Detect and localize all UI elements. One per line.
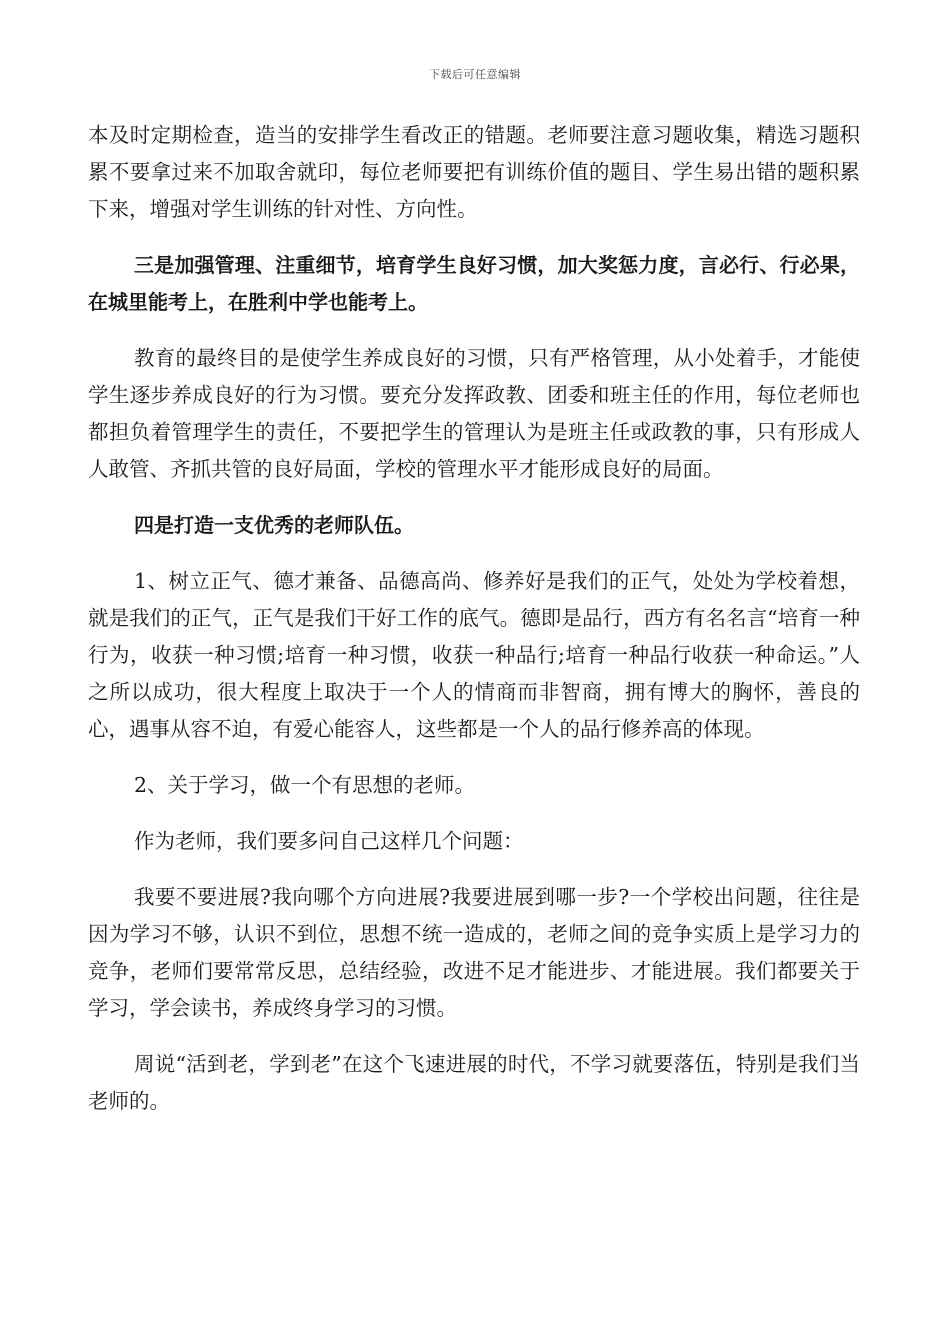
paragraph-questions: 我要不要进展?我向哪个方向进展?我要进展到哪一步?一个学校出问题，往往是因为学习不够，认识不到位，思想不统一造成的，老师之间的竞争实质上是学习力的竞争，老师们要常常反思，总结经验，改进不足才能进步、才能进展。我们都要关于学习，学会读书，养成终身学习的习惯。 xyxy=(88,885,860,1020)
paragraph-questions-intro: 作为老师，我们要多问自己这样几个问题： xyxy=(134,829,524,853)
paragraph-item-1: 1、树立正气、德才兼备、品德高尚、修养好是我们的正气，处处为学校着想，就是我们的正气，正气是我们干好工作的底气。德即是品行，西方有名名言“培育一种行为，收获一种习惯;培育一种习惯，收获一种品行;培育一种品行收获一种命运。”人之所以成功，很大程度上取决于一个人的情商而非智商，拥有博大的胸怀，善良的心，遇事从容不迫，有爱心能容人，这些都是一个人的品行修养高的体现。 xyxy=(88,569,860,741)
page-header: 下载后可任意编辑 xyxy=(429,68,521,81)
paragraph-item-2: 2、关于学习，做一个有思想的老师。 xyxy=(134,773,476,797)
section-heading-four: 四是打造一支优秀的老师队伍。 xyxy=(134,513,414,537)
document-body xyxy=(88,117,860,1120)
paragraph-lifelong-learning: 周说“活到老，学到老”在这个飞速进展的时代，不学习就要落伍，特别是我们当老师的。 xyxy=(88,1052,860,1113)
section-heading-three: 三是加强管理、注重细节，培育学生良好习惯，加大奖惩力度，言必行、行必果，在城里能考上，在胜利中学也能考上。 xyxy=(88,253,860,314)
paragraph-education-goal: 教育的最终目的是使学生养成良好的习惯，只有严格管理，从小处着手，才能使学生逐步养成良好的行为习惯。要充分发挥政教、团委和班主任的作用，每位老师也都担负着管理学生的责任，不要把学生的管理认为是班主任或政教的事，只有形成人人敢管、齐抓共管的良好局面，学校的管理水平才能形成良好的局面。 xyxy=(88,346,860,481)
paragraph-continuation: 本及时定期检查，造当的安排学生看改正的错题。老师要注意习题收集，精选习题积累不要拿过来不加取舍就印，每位老师要把有训练价值的题目、学生易出错的题积累下来，增强对学生训练的针对性、方向性。 xyxy=(88,123,860,221)
